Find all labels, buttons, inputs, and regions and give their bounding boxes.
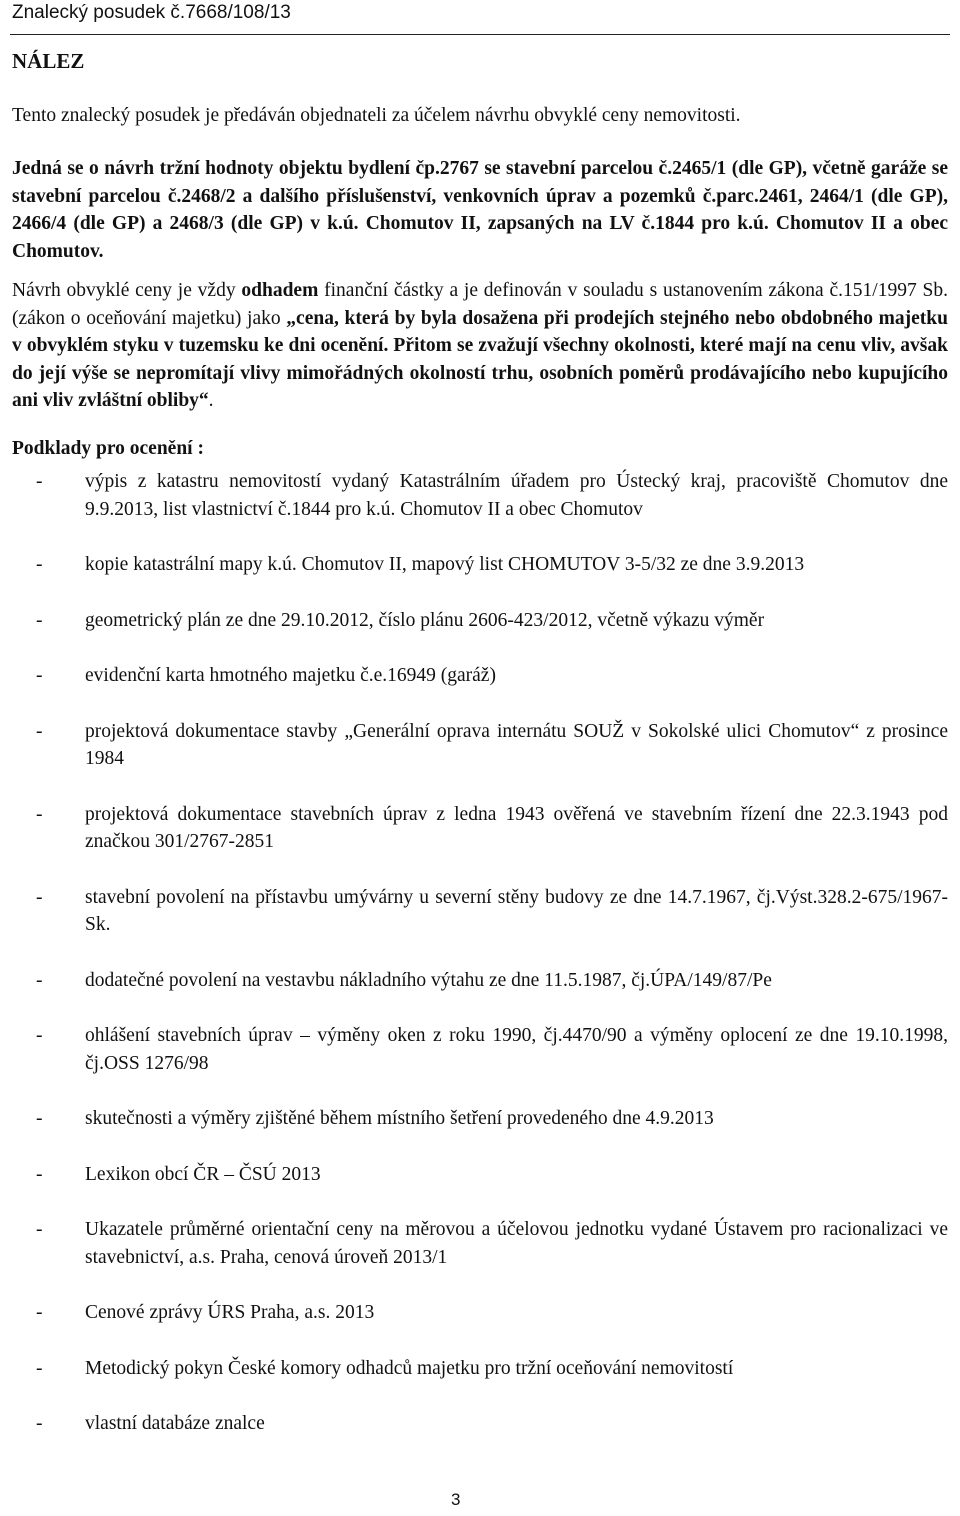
proposal-text-2: finanční částky a je definován v souladu s ustanovením zákona č.151/1997 Sb. xyxy=(318,280,948,301)
list-item: - ohlášení stavebních úprav – výměny oken z roku 1990, čj.4470/90 a výměny oplocení ze dne 19.10.1998, čj.OSS 1276/98 xyxy=(12,1022,948,1077)
proposal-emphasis: odhadem xyxy=(241,280,319,301)
list-item: - vlastní databáze znalce xyxy=(12,1410,948,1438)
proposal-paragraph xyxy=(12,277,948,415)
list-item: - evidenční karta hmotného majetku č.e.16949 (garáž) xyxy=(12,662,948,690)
list-item: - dodatečné povolení na vestavbu nákladního výtahu ze dne 11.5.1987, čj.ÚPA/149/87/Pe xyxy=(12,967,948,995)
list-item: - stavební povolení na přístavbu umývárny u severní stěny budovy ze dne 14.7.1967, čj.Výst.328.2-675/1967-Sk. xyxy=(12,884,948,939)
document-header: Znalecký posudek č.7668/108/13 xyxy=(12,2,291,23)
document-body xyxy=(12,48,948,1466)
header-divider xyxy=(10,34,950,35)
section-title: NÁLEZ xyxy=(12,49,85,73)
list-item: - projektová dokumentace stavby „Generální oprava internátu SOUŽ v Sokolské ulici Chomutov“ z prosince 1984 xyxy=(12,718,948,773)
list-item: - Metodický pokyn České komory odhadců majetku pro tržní oceňování nemovitostí xyxy=(12,1355,948,1383)
intro-paragraph: Tento znalecký posudek je předáván objednateli za účelem návrhu obvyklé ceny nemovitosti. xyxy=(12,104,741,126)
object-description: Jedná se o návrh tržní hodnoty objektu bydlení čp.2767 se stavební parcelou č.2465/1 (dle GP), včetně garáže se stavební parcelou č.2468/2 a dalšího příslušenství, venkovních úprav a pozemků č.parc.2461, 2464/1 (dle GP), 2466/4 (dle GP) a 2468/3 (dle GP) v k.ú. Chomutov II, zapsaných na LV č.1844 pro k.ú. Chomutov II a obec Chomutov. xyxy=(12,158,948,262)
list-item: - skutečnosti a výměry zjištěné během místního šetření provedeného dne 4.9.2013 xyxy=(12,1105,948,1133)
proposal-text-4: . xyxy=(208,390,214,411)
list-item: - kopie katastrální mapy k.ú. Chomutov II, mapový list CHOMUTOV 3-5/32 ze dne 3.9.2013 xyxy=(12,551,948,579)
list-item: - Cenové zprávy ÚRS Praha, a.s. 2013 xyxy=(12,1299,948,1327)
page-number: 3 xyxy=(451,1490,461,1509)
list-item: - výpis z katastru nemovitostí vydaný Katastrálním úřadem pro Ústecký kraj, pracoviště Chomutov dne 9.9.2013, list vlastnictví č.1844 pro k.ú. Chomutov II a obec Chomutov xyxy=(12,468,948,523)
proposal-text-3: (zákon o oceňování majetku) jako xyxy=(12,307,287,329)
proposal-text-1: Návrh obvyklé ceny je vždy xyxy=(12,280,242,301)
sources-heading: Podklady pro ocenění : xyxy=(12,437,204,459)
list-item: - projektová dokumentace stavebních úprav z ledna 1943 ověřená ve stavebním řízení dne 22.3.1943 pod značkou 301/2767-2851 xyxy=(12,801,948,856)
list-item: - Ukazatele průměrné orientační ceny na měrovou a účelovou jednotku vydané Ústavem pro racionalizaci ve stavebnictví, a.s. Praha, cenová úroveň 2013/1 xyxy=(12,1216,948,1271)
sources-list xyxy=(12,468,948,1438)
list-item: - geometrický plán ze dne 29.10.2012, číslo plánu 2606-423/2012, včetně výkazu výměr xyxy=(12,607,948,635)
list-item: - Lexikon obcí ČR – ČSÚ 2013 xyxy=(12,1161,948,1189)
proposal-definition: „cena, která by byla dosažena při prodejích stejného nebo obdobného majetku v obvyklém styku v tuzemsku ke dni ocenění. Přitom se zvažují všechny okolnosti, které mají na cenu vliv, avšak do její výše se nepromítají vlivy mimořádných okolností trhu, osobních poměrů prodávajícího nebo kupujícího ani vliv zvláštní obliby“ xyxy=(12,307,948,411)
